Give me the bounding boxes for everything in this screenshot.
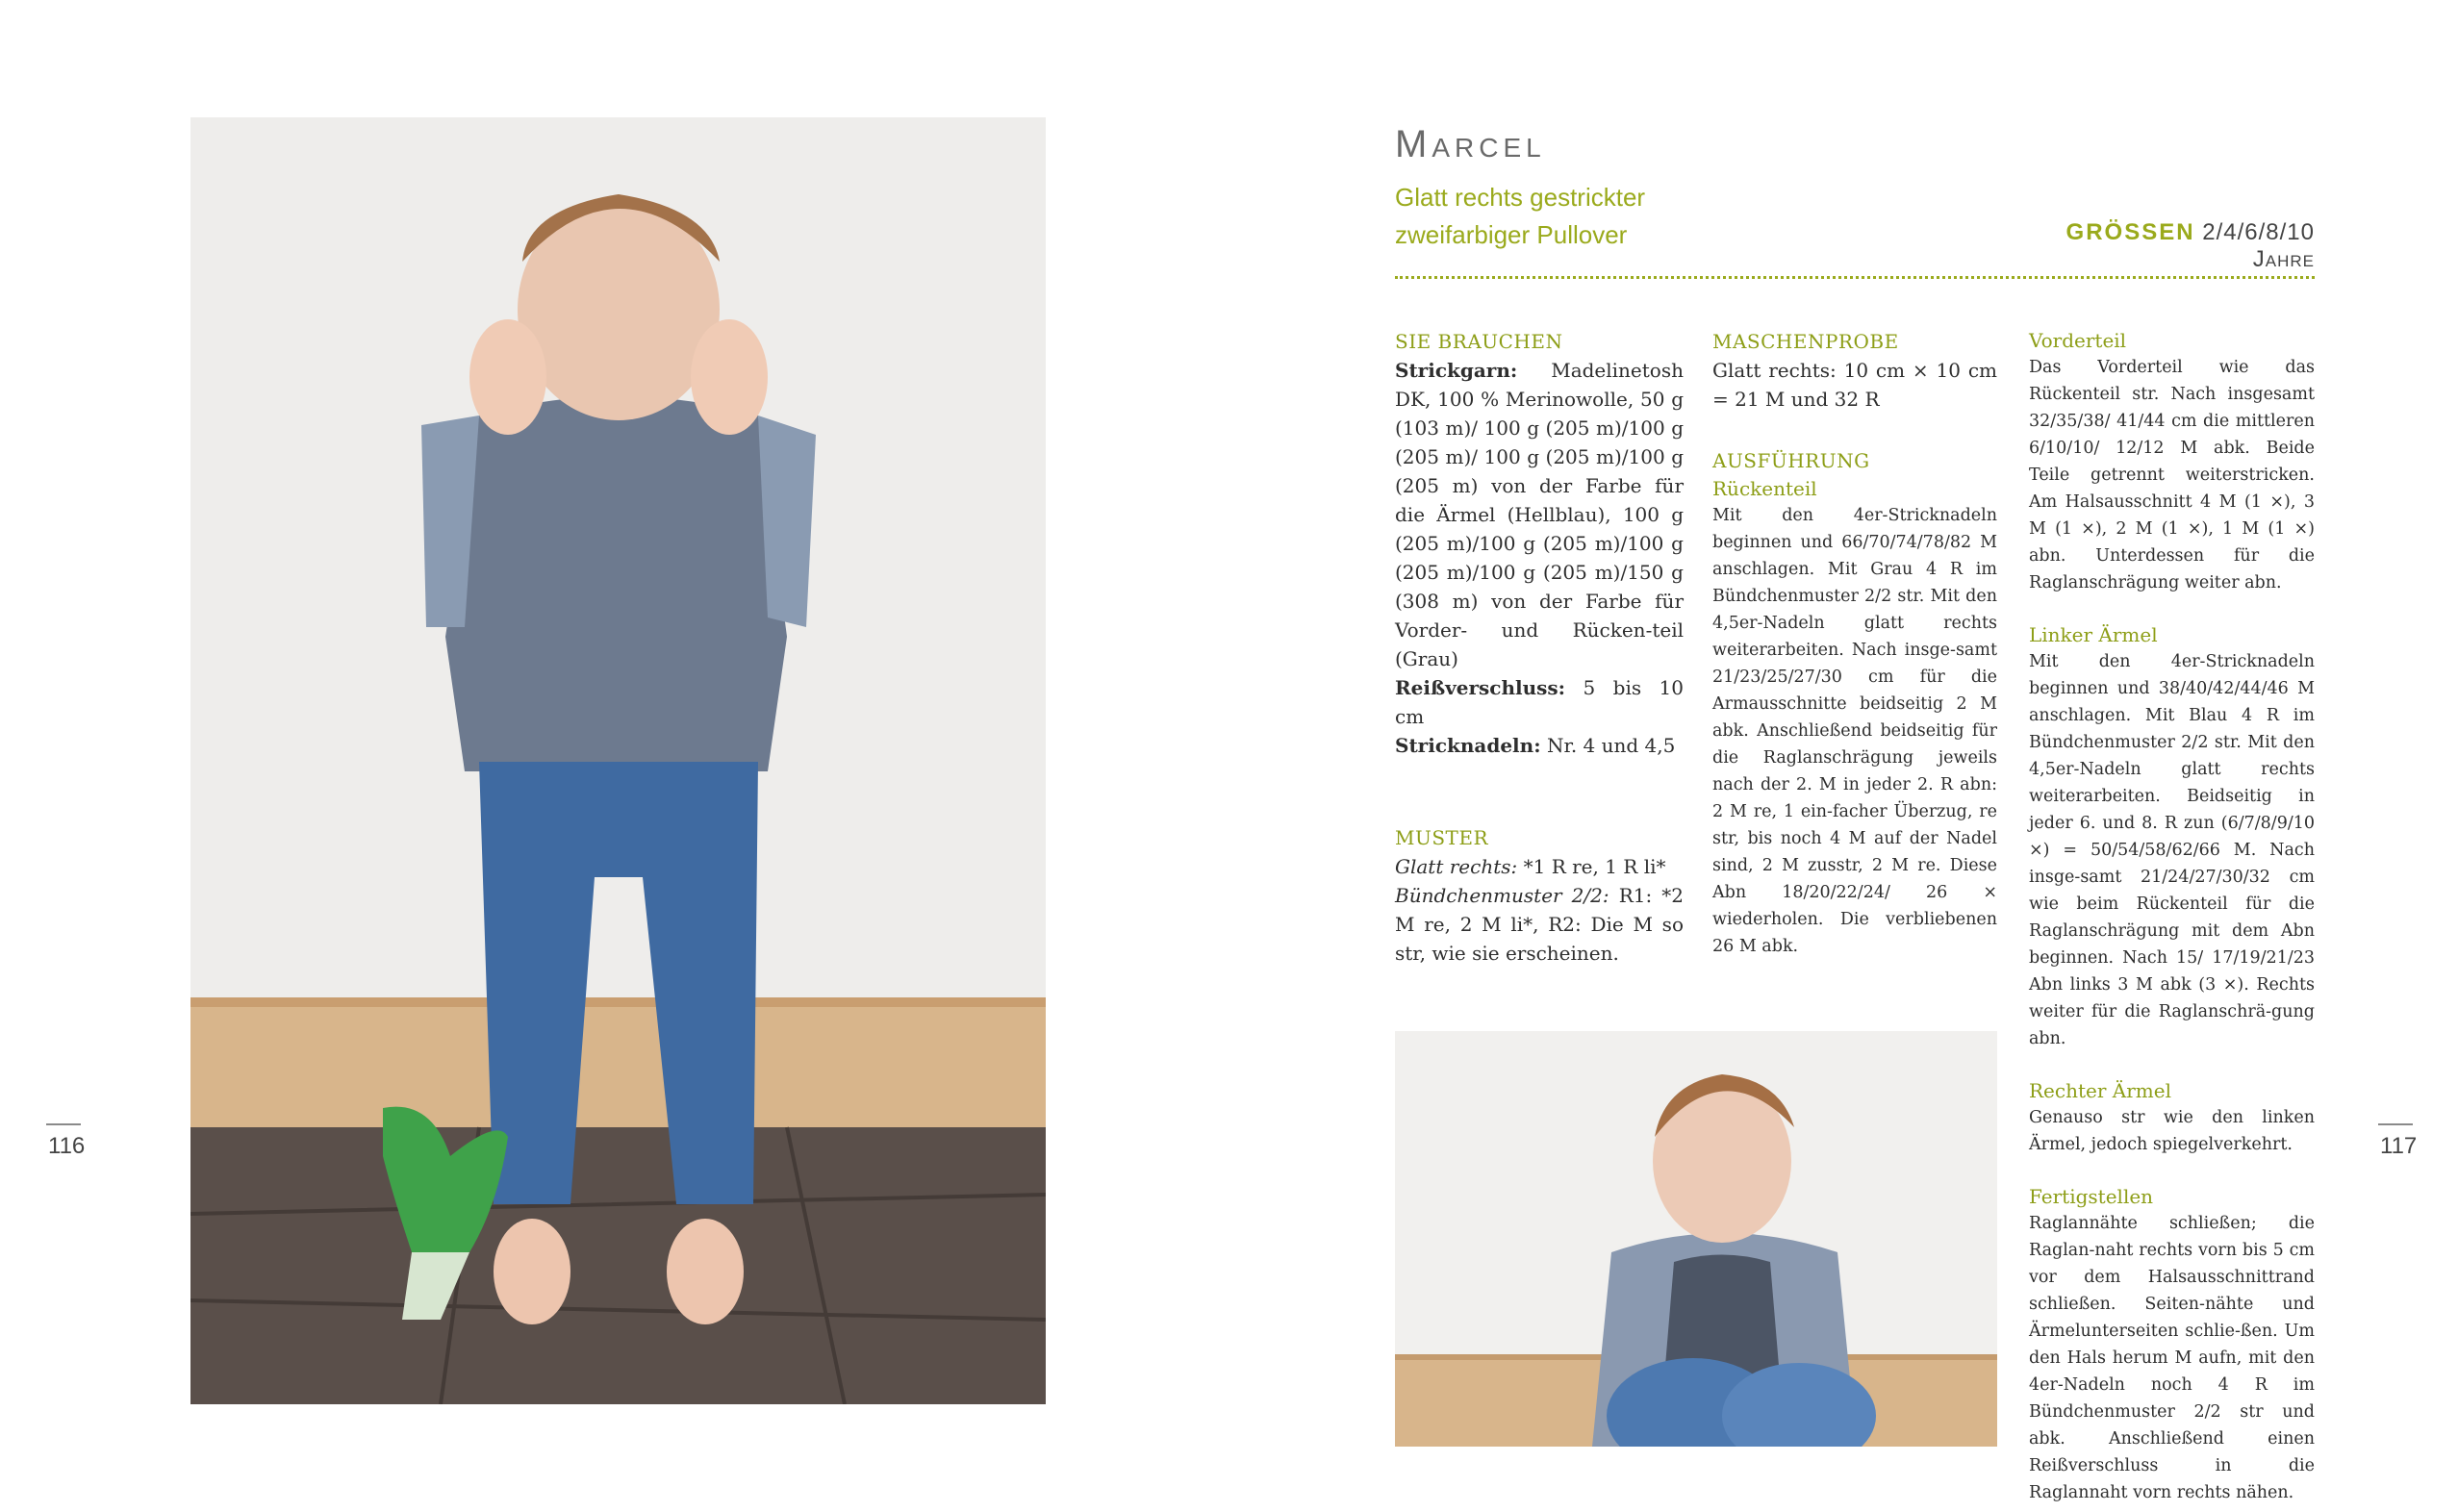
bund-text: R1: *2 M re, 2 M li*, R2: Die M so str, wie sie erscheinen.	[1395, 884, 1685, 965]
fertigstellen-text: Raglannähte schließen; die Raglan-naht rechts vorn bis 5 cm vor dem Halsausschnittrand schließen. Seiten-nähte und Ärmelunterseiten schlie-ßen. Um den Hals herum M aufn, mit den 4er-Nadeln noch 4 R im Bündchenmuster 2/2 str und abk. Anschließend einen Reißverschluss in die Raglannaht vorn rechts nähen.	[2029, 1214, 2315, 1502]
header-divider	[1395, 276, 2315, 279]
materials-nadeln	[1395, 731, 1684, 760]
subtitle-line-1: Glatt rechts gestrickter	[1395, 183, 1646, 212]
reiss-label: Reißverschluss:	[1395, 676, 1566, 699]
heading-rechter-aermel: Rechter Ärmel	[2029, 1079, 2171, 1102]
column-instructions-continued	[2029, 327, 2315, 1506]
heading-rueckenteil: Rückenteil	[1712, 477, 1817, 500]
linker-aermel-text: Mit den 4er-Stricknadeln beginnen und 38/40/42/44/46 M anschlagen. Mit Blau 4 R im Bündchenmuster 2/2 str. Mit den 4,5er-Nadeln glatt rechts weiterarbeiten. Beidseitig in jeder 6. und 8. R zun (6/7/8/9/10 ×) = 50/54/58/62/66 M. Nach insge-samt 21/24/27/30/32 cm wie beim Rückenteil für die Raglanschrägung mit dem Abn beginnen. Nach 15/ 17/19/21/23 Abn links 3 M abk (3 ×). Rechts weiter für die Raglanschrä-gung abn.	[2029, 652, 2315, 1048]
page-number-rule-right	[2378, 1123, 2413, 1125]
glatt-text: *1 R re, 1 R li*	[1523, 855, 1666, 878]
page-number-left: 116	[48, 1133, 86, 1159]
subtitle-line-2: zweifarbiger Pullover	[1395, 220, 1628, 249]
muster-bund	[1395, 881, 1684, 968]
column-materials	[1395, 327, 1684, 968]
photo-boy-sitting	[1395, 1031, 1997, 1447]
maschenprobe-text: Glatt rechts: 10 cm × 10 cm = 21 M und 32 R	[1712, 359, 1997, 411]
heading-vorderteil: Vorderteil	[2029, 329, 2127, 352]
sizes-line	[2001, 219, 2315, 273]
materials-reissverschluss	[1395, 673, 1684, 731]
heading-sie-brauchen: SIE BRAUCHEN	[1395, 330, 1563, 353]
heading-muster: MUSTER	[1395, 826, 1489, 849]
sizes-value: 2/4/6/8/10	[2202, 219, 2315, 245]
page-number-rule-left	[46, 1123, 81, 1125]
muster-glatt	[1395, 852, 1684, 881]
glatt-label: Glatt rechts:	[1395, 855, 1518, 878]
heading-ausfuehrung: AUSFÜHRUNG	[1712, 449, 1870, 472]
nadeln-text: Nr. 4 und 4,5	[1546, 734, 1676, 757]
heading-fertigstellen: Fertigstellen	[2029, 1185, 2154, 1208]
heading-maschenprobe: MASCHENPROBE	[1712, 330, 1899, 353]
strickgarn-label: Strickgarn:	[1395, 359, 1518, 382]
sizes-label: GRÖSSEN	[2065, 219, 2195, 245]
sizes-unit: Jahre	[2252, 246, 2315, 272]
column-instructions	[1712, 327, 1997, 960]
rueckenteil-text: Mit den 4er-Stricknadeln beginnen und 66/70/74/78/82 M anschlagen. Mit Grau 4 R im Bündchenmuster 2/2 str. Mit den 4,5er-Nadeln glatt rechts weiterarbeiten. Nach insge-samt 21/23/25/27/30 cm für die Armausschnitte beidseitig 2 M abk. Anschließend beidseitig für die Raglanschrägung jeweils nach der 2. M in jeder 2. R abn: 2 M re, 1 ein-facher Überzug, re str, bis noch 4 M auf der Nadel sind, 2 M zusstr, 2 M re. Diese Abn 18/20/22/24/ 26 × wiederholen. Die verbliebenen 26 M abk.	[1712, 506, 1997, 956]
pattern-subtitle	[1395, 179, 1895, 254]
bund-label: Bündchenmuster 2/2:	[1395, 884, 1609, 907]
nadeln-label: Stricknadeln:	[1395, 734, 1541, 757]
photo-boy-standing	[190, 117, 1046, 1404]
page-number-right: 117	[2380, 1133, 2418, 1159]
vorderteil-text: Das Vorderteil wie das Rückenteil str. Nach insgesamt 32/35/38/ 41/44 cm die mittleren 6/10/10/ 12/12 M abk. Beide Teile getrennt weiterstricken. Am Halsausschnitt 4 M (1 ×), 3 M (1 ×), 2 M (1 ×), 1 M (1 ×) abn. Unterdessen für die Raglanschrägung weiter abn.	[2029, 358, 2315, 592]
materials-strickgarn	[1395, 356, 1684, 673]
reiss-text: 5 bis 10 cm	[1395, 676, 1684, 728]
heading-linker-aermel: Linker Ärmel	[2029, 623, 2158, 646]
rechter-aermel-text: Genauso str wie den linken Ärmel, jedoch spiegelverkehrt.	[2029, 1108, 2315, 1154]
pattern-title: Marcel	[1395, 123, 1546, 165]
strickgarn-text: Madelinetosh DK, 100 % Merinowolle, 50 g (103 m)/ 100 g (205 m)/100 g (205 m)/ 100 g (205 m)/100 g (205 m) von der Farbe für die Ärmel (Hellblau), 100 g (205 m)/100 g (205 m)/100 g (205 m)/100 g (205 m)/150 g (308 m) von der Farbe für Vorder- und Rücken-teil (Grau)	[1395, 359, 1684, 670]
